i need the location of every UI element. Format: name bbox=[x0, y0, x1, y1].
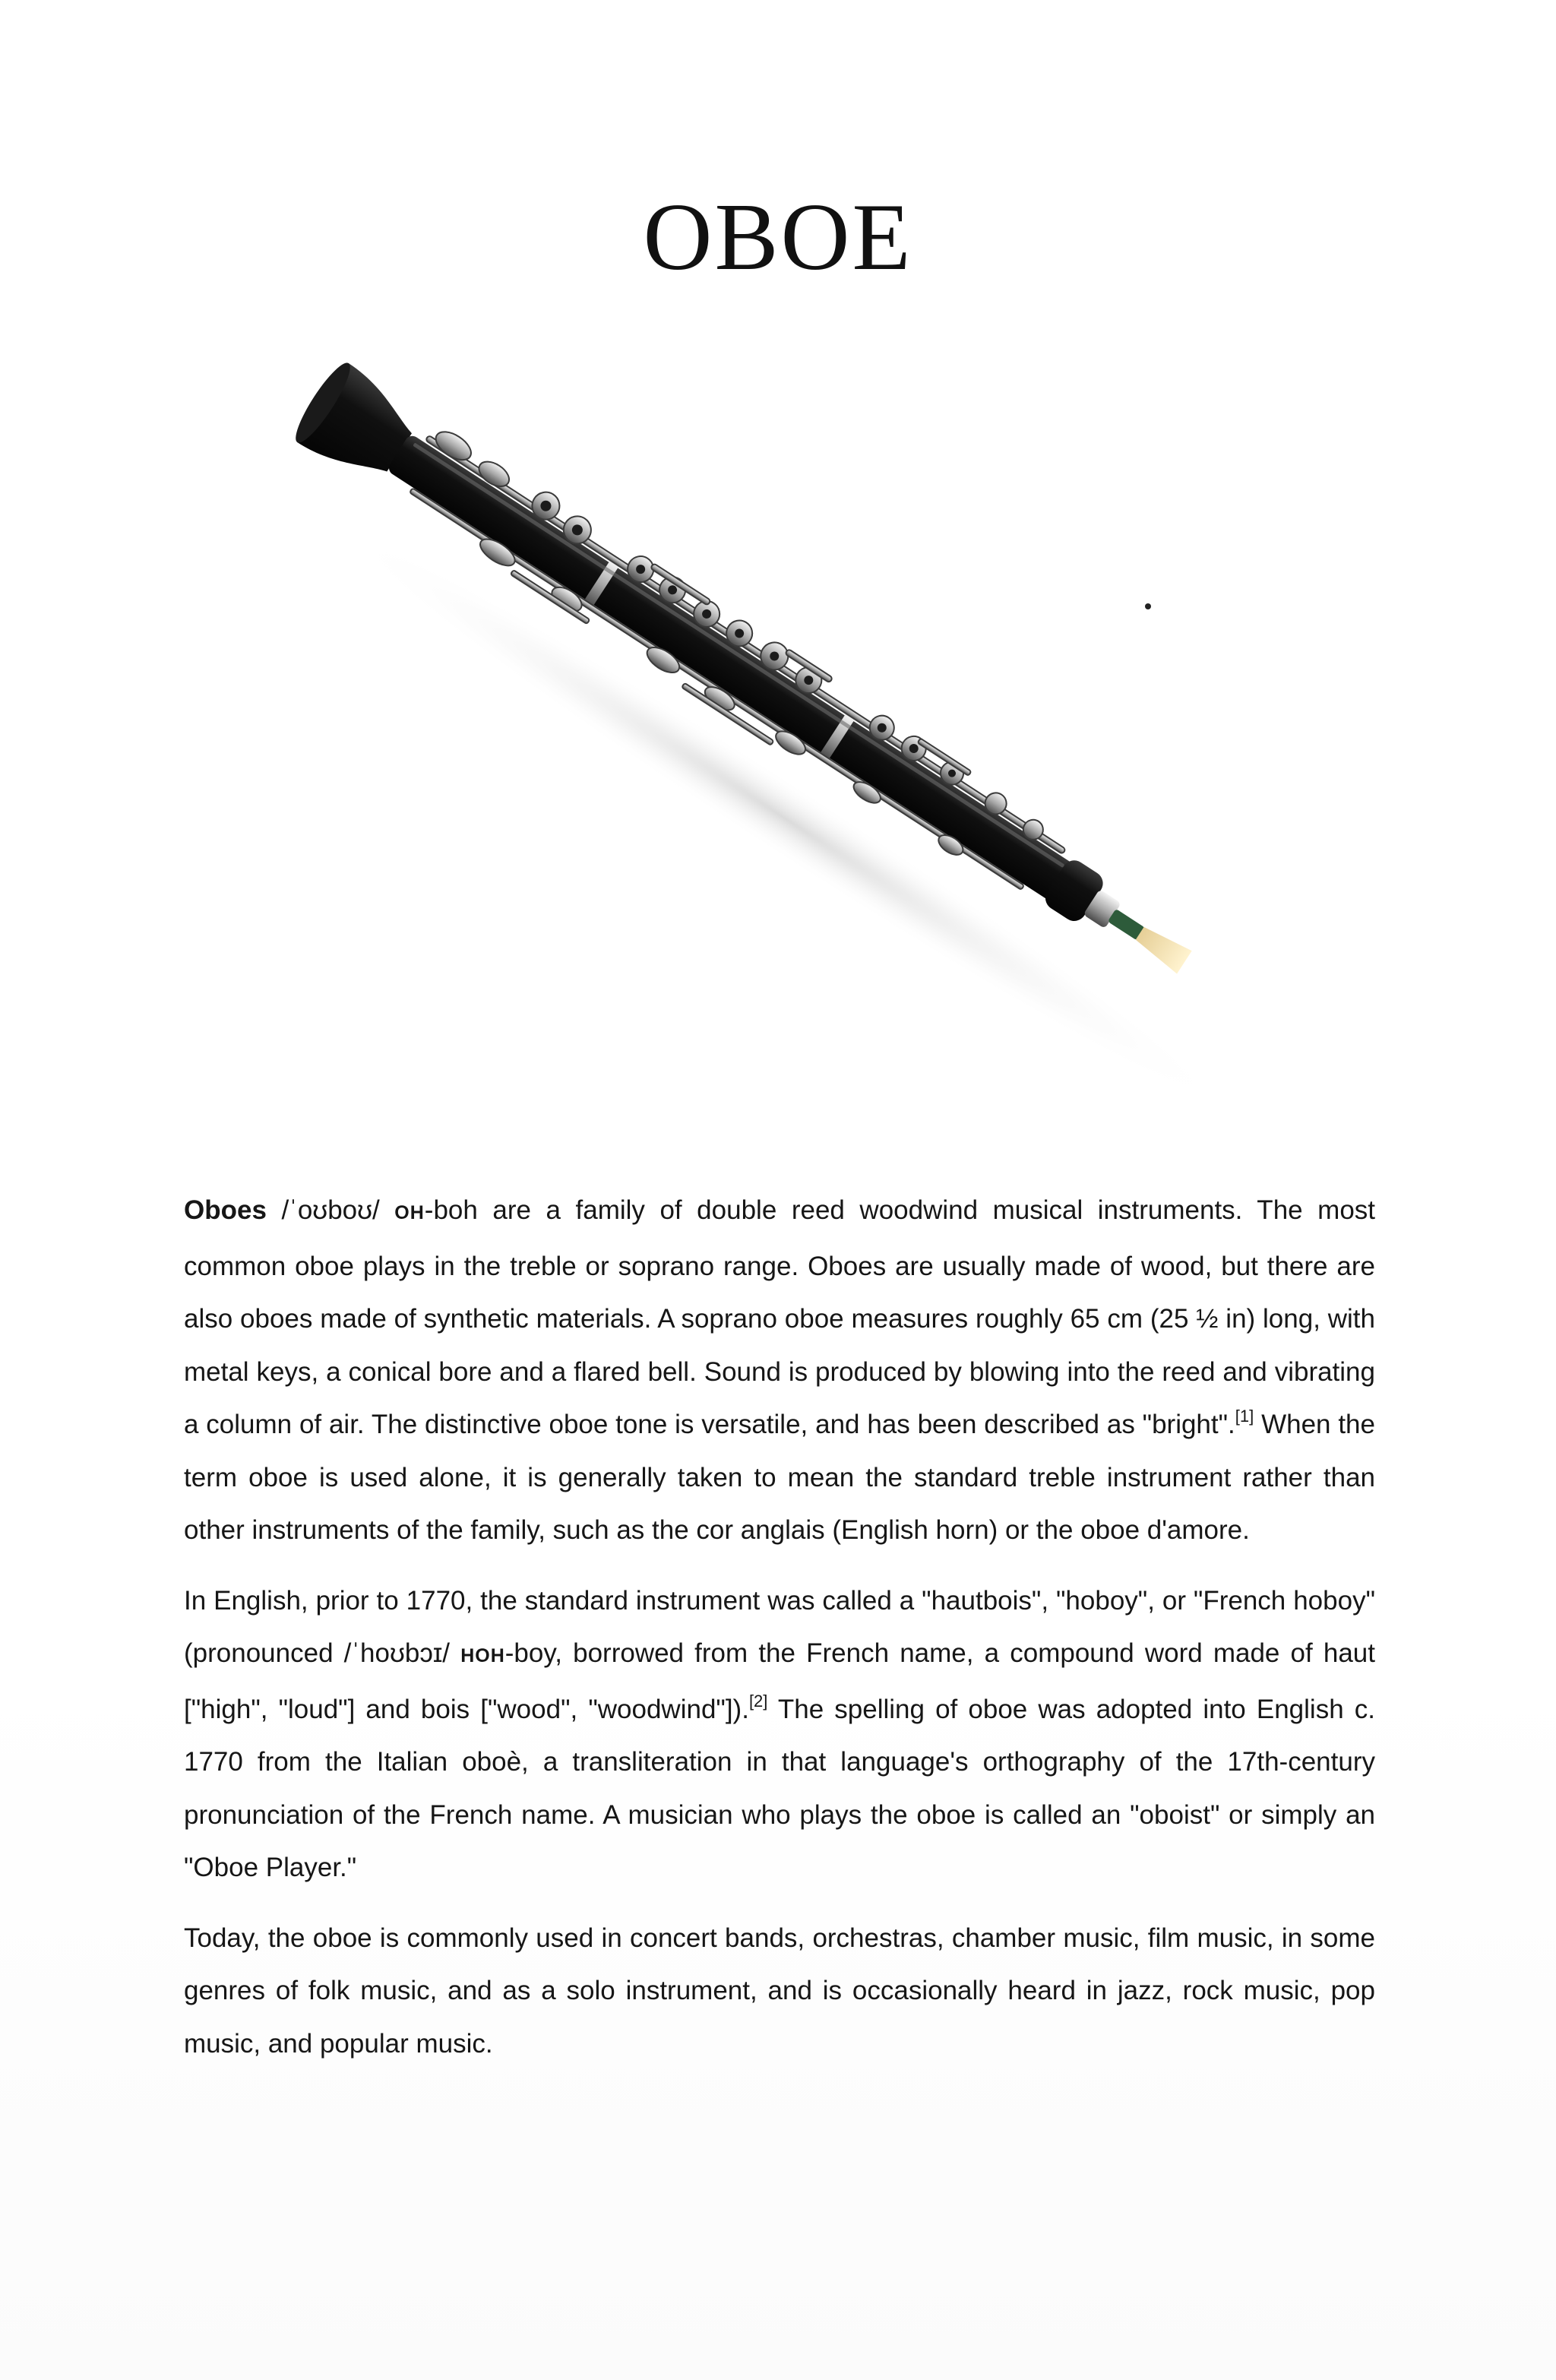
paragraph-2 bbox=[184, 1575, 1375, 1894]
ipa-pronunciation: /ˈoʊboʊ/ bbox=[266, 1195, 395, 1225]
lead-term: Oboes bbox=[184, 1195, 267, 1225]
respelling-caps: HOH bbox=[460, 1645, 505, 1666]
paragraph-2-text-b: -boy, borrowed from the French name, a compound word made of haut ["high", "loud"] and bois ["wood", "woodwind"]). bbox=[184, 1638, 1375, 1724]
respelling-caps: OH bbox=[394, 1202, 425, 1223]
paragraph-1 bbox=[184, 1184, 1375, 1557]
paragraph-3: Today, the oboe is commonly used in concert bands, orchestras, chamber music, film music, in some genres of folk music, and as a solo instrument, and is occasionally heard in jazz, rock music, pop music, and popular music. bbox=[184, 1923, 1375, 2059]
citation-1[interactable]: [1] bbox=[1235, 1407, 1254, 1426]
citation-2[interactable]: [2] bbox=[748, 1691, 768, 1711]
paragraph-1-text-a: -boh are a family of double reed woodwind musical instruments. The most common oboe plays in the treble or soprano range. Oboes are usually made of wood, but there are also oboes made of synthetic materials. A soprano oboe measures roughly 65 cm (25 ½ in) long, with metal keys, a conical bore and a flared bell. Sound is produced by blowing into the reed and vibrating a column of air. The distinctive oboe tone is versatile, and has been described as "bright". bbox=[184, 1195, 1376, 1439]
paragraph-2-text-a: In English, prior to 1770, the standard instrument was called a "hautbois", "hoboy", or "French hoboy" (pronounced /ˈhoʊbɔɪ/ bbox=[184, 1585, 1375, 1668]
article-body bbox=[184, 1184, 1375, 2087]
oboe-icon bbox=[213, 357, 1368, 1178]
paragraph-1-text-b: When the term oboe is used alone, it is generally taken to mean the standard treble instrument rather than other instruments of the family, such as the cor anglais (English horn) or the oboe d'amore. bbox=[184, 1410, 1375, 1545]
oboe-photo bbox=[213, 357, 1368, 1178]
paragraph-2-text-c: The spelling of oboe was adopted into English c. 1770 from the Italian oboè, a transliteration in that language's orthography of the 17th-century pronunciation of the French name. A musician who plays the oboe is called an "oboist" or simply an "Oboe Player." bbox=[184, 1694, 1376, 1882]
page-title: OBOE bbox=[643, 185, 913, 290]
